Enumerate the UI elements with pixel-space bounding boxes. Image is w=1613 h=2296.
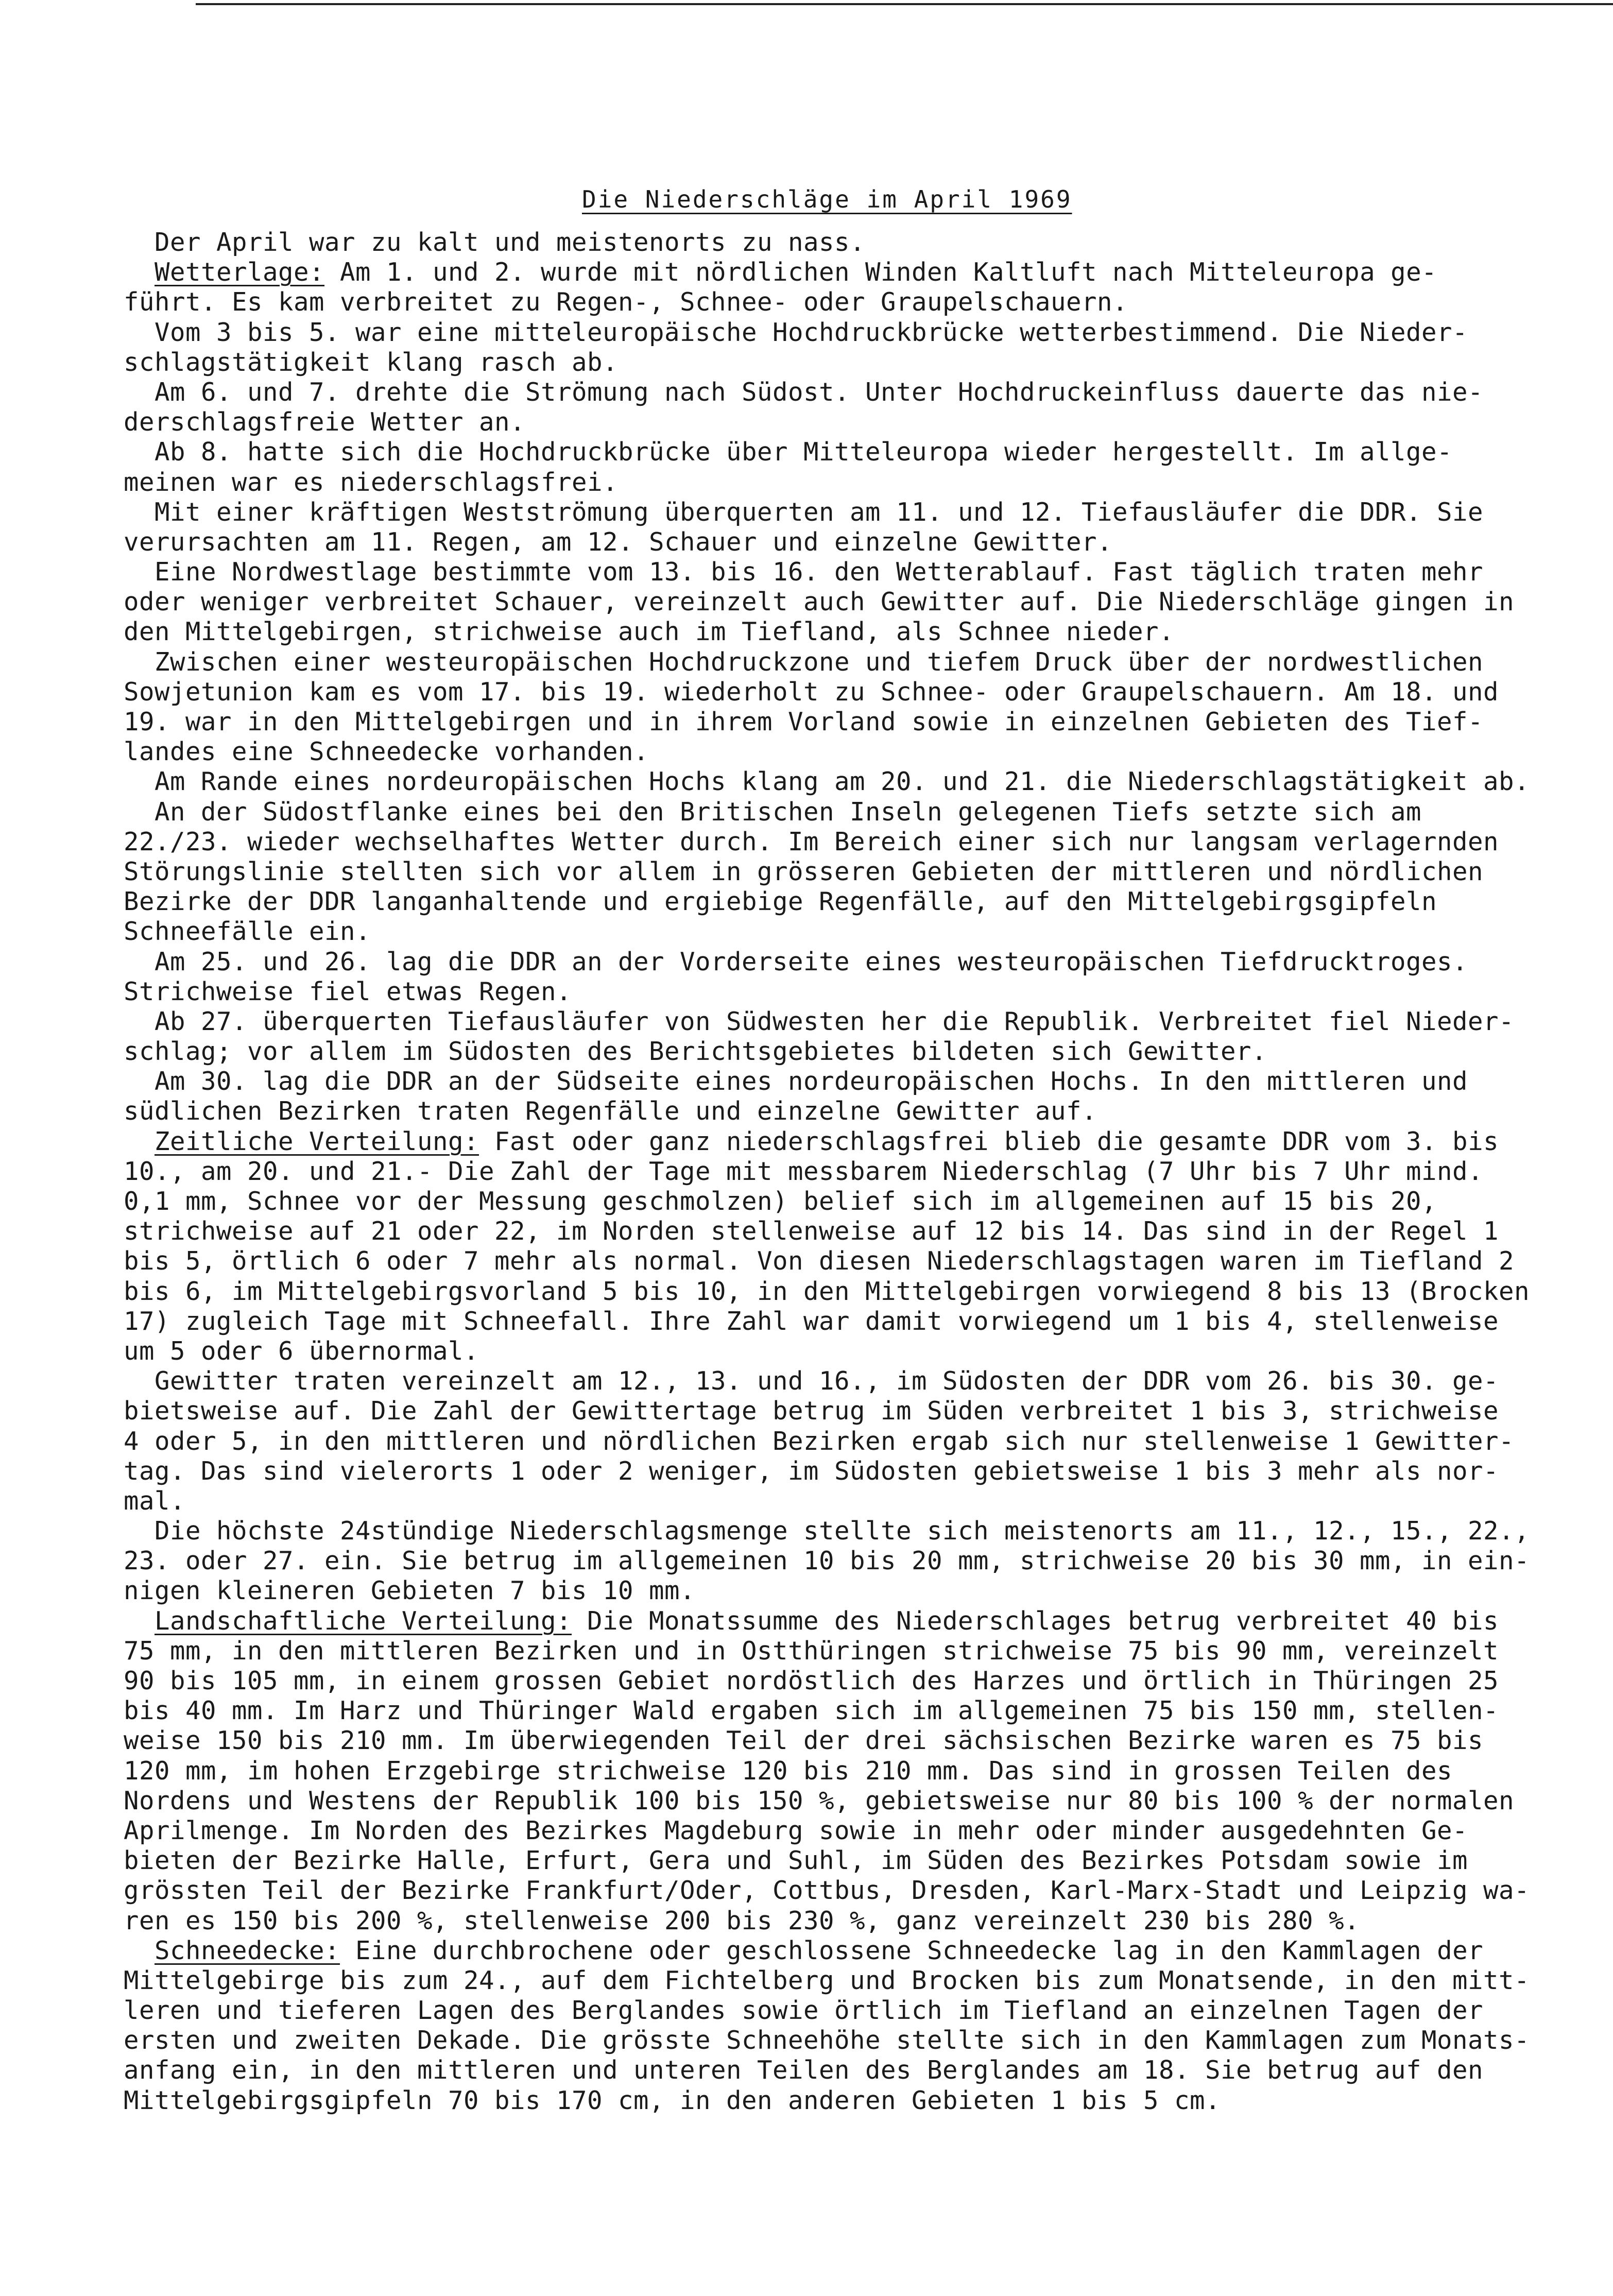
text-line: 10., am 20. und 21.- Die Zahl der Tage mit messbarem Niederschlag (7 Uhr bis 7 Uhr mind. — [124, 1156, 1484, 1186]
text-line: Aprilmenge. Im Norden des Bezirkes Magdeburg sowie in mehr oder minder ausgedehnten Ge- — [124, 1815, 1468, 1845]
text-line: Die höchste 24stündige Niederschlagsmenge stellte sich meistenorts am 11., 12., 15., 22., — [124, 1516, 1530, 1546]
text-line: 0,1 mm, Schnee vor der Messung geschmolzen) belief sich im allgemeinen auf 15 bis 20, — [124, 1187, 1437, 1216]
section-heading: Schneedecke: — [155, 1935, 340, 1965]
text-line: strichweise auf 21 oder 22, im Norden stellenweise auf 12 bis 14. Das sind in der Regel 1 — [124, 1216, 1499, 1246]
text-line: An der Südostflanke eines bei den Britischen Inseln gelegenen Tiefs setzte sich am — [124, 797, 1422, 827]
text-line: nigen kleineren Gebieten 7 bis 10 mm. — [124, 1576, 696, 1606]
text-line: Mit einer kräftigen Westströmung überquerten am 11. und 12. Tiefausläufer die DDR. Sie — [124, 497, 1484, 527]
text-line: oder weniger verbreitet Schauer, vereinzelt auch Gewitter auf. Die Niederschläge gingen in — [124, 587, 1515, 617]
text-line: 120 mm, im hohen Erzgebirge strichweise 120 bis 210 mm. Das sind in grossen Teilen des — [124, 1756, 1453, 1786]
text-line: verursachten am 11. Regen, am 12. Schauer und einzelne Gewitter. — [124, 527, 1113, 557]
text-line: bietsweise auf. Die Zahl der Gewittertage betrug im Süden verbreitet 1 bis 3, strichweise — [124, 1396, 1499, 1426]
text-line: mal. — [124, 1486, 186, 1516]
text-line: Vom 3 bis 5. war eine mitteleuropäische Hochdruckbrücke wetterbestimmend. Die Nieder- — [124, 317, 1468, 347]
text-line: Zwischen einer westeuropäischen Hochdruckzone und tiefem Druck über der nordwestlichen — [124, 647, 1484, 677]
text-line: 90 bis 105 mm, in einem grossen Gebiet nordöstlich des Harzes und örtlich in Thüringen 25 — [124, 1666, 1499, 1695]
line-text: Am 1. und 2. wurde mit nördlichen Winden Kaltluft nach Mitteleuropa ge- — [324, 258, 1437, 287]
text-line: Eine Nordwestlage bestimmte vom 13. bis 16. den Wetterablauf. Fast täglich traten mehr — [124, 557, 1484, 587]
text-line: Ab 8. hatte sich die Hochdruckbrücke über Mitteleuropa wieder hergestellt. Im allge- — [124, 437, 1453, 467]
text-line: um 5 oder 6 übernormal. — [124, 1336, 479, 1366]
text-line: Am 30. lag die DDR an der Südseite eines nordeuropäischen Hochs. In den mittleren und — [124, 1067, 1468, 1096]
text-line: leren und tieferen Lagen des Berglandes sowie örtlich im Tiefland an einzelnen Tagen der — [124, 1996, 1484, 2026]
section-heading: Wetterlage: — [155, 258, 325, 287]
text-line: Am 6. und 7. drehte die Strömung nach Südost. Unter Hochdruckeinfluss dauerte das nie- — [124, 377, 1484, 407]
text-line: grössten Teil der Bezirke Frankfurt/Oder, Cottbus, Dresden, Karl-Marx-Stadt und Leipzig wa- — [124, 1876, 1530, 1906]
text-line: Mittelgebirge bis zum 24., auf dem Fichtelberg und Brocken bis zum Monatsende, in den mitt- — [124, 1965, 1530, 1995]
text-line — [124, 1936, 1581, 1966]
text-line: Nordens und Westens der Republik 100 bis 150 %, gebietsweise nur 80 bis 100 % der normalen — [124, 1786, 1515, 1815]
text-line: schlagstätigkeit klang rasch ab. — [124, 347, 619, 377]
text-line: 22./23. wieder wechselhaftes Wetter durch. Im Bereich einer sich nur langsam verlagernden — [124, 827, 1499, 856]
line-text: Eine durchbrochene oder geschlossene Schneedecke lag in den Kammlagen der — [340, 1935, 1484, 1965]
text-line: 17) zugleich Tage mit Schneefall. Ihre Zahl war damit vorwiegend um 1 bis 4, stellenweise — [124, 1306, 1499, 1336]
text-line: 23. oder 27. ein. Sie betrug im allgemeinen 10 bis 20 mm, strichweise 20 bis 30 mm, in ein- — [124, 1546, 1530, 1576]
text-line: meinen war es niederschlagsfrei. — [124, 467, 619, 497]
line-text: Die Monatssumme des Niederschlages betrug verbreitet 40 bis — [572, 1606, 1499, 1636]
text-line: ersten und zweiten Dekade. Die grösste Schneehöhe stellte sich in den Kammlagen zum Monats- — [124, 2026, 1530, 2055]
text-line — [124, 1606, 1581, 1636]
line-text: Fast oder ganz niederschlagsfrei blieb die gesamte DDR vom 3. bis — [479, 1126, 1499, 1156]
text-line: 75 mm, in den mittleren Bezirken und in Ostthüringen strichweise 75 bis 90 mm, vereinzelt — [124, 1636, 1499, 1666]
section-heading: Zeitliche Verteilung: — [155, 1126, 479, 1156]
text-line: bis 6, im Mittelgebirgsvorland 5 bis 10, in den Mittelgebirgen vorwiegend 8 bis 13 (Brocken — [124, 1276, 1530, 1306]
text-line: Mittelgebirgsgipfeln 70 bis 170 cm, in den anderen Gebieten 1 bis 5 cm. — [124, 2085, 1221, 2115]
text-line: Gewitter traten vereinzelt am 12., 13. und 16., im Südosten der DDR vom 26. bis 30. ge- — [124, 1366, 1499, 1396]
text-line: weise 150 bis 210 mm. Im überwiegenden Teil der drei sächsischen Bezirke waren es 75 bis — [124, 1726, 1484, 1756]
top-rule — [196, 3, 1613, 5]
text-line — [124, 1127, 1581, 1157]
text-line: Sowjetunion kam es vom 17. bis 19. wiederholt zu Schnee- oder Graupelschauern. Am 18. und — [124, 677, 1499, 707]
text-line: den Mittelgebirgen, strichweise auch im Tiefland, als Schnee nieder. — [124, 617, 1175, 647]
text-line: führt. Es kam verbreitet zu Regen-, Schnee- oder Graupelschauern. — [124, 287, 1128, 317]
text-line: Der April war zu kalt und meistenorts zu nass. — [124, 228, 866, 257]
text-line: Schneefälle ein. — [124, 917, 371, 947]
text-line: 4 oder 5, in den mittleren und nördlichen Bezirken ergab sich nur stellenweise 1 Gewitter- — [124, 1426, 1515, 1456]
text-line: ren es 150 bis 200 %, stellenweise 200 bis 230 %, ganz vereinzelt 230 bis 280 %. — [124, 1906, 1360, 1935]
page-body — [124, 228, 1581, 2116]
text-line: Störungslinie stellten sich vor allem in grösseren Gebieten der mittleren und nördlichen — [124, 856, 1484, 886]
text-line: südlichen Bezirken traten Regenfälle und einzelne Gewitter auf. — [124, 1096, 1097, 1126]
text-line: bis 40 mm. Im Harz und Thüringer Wald ergaben sich im allgemeinen 75 bis 150 mm, stellen- — [124, 1696, 1499, 1726]
text-line: Am Rande eines nordeuropäischen Hochs klang am 20. und 21. die Niederschlagstätigkeit ab. — [124, 767, 1530, 797]
text-line: bis 5, örtlich 6 oder 7 mehr als normal. Von diesen Niederschlagstagen waren im Tiefland 2 — [124, 1246, 1515, 1276]
text-line: Am 25. und 26. lag die DDR an der Vorderseite eines westeuropäischen Tiefdrucktroges. — [124, 947, 1468, 976]
text-line: landes eine Schneedecke vorhanden. — [124, 737, 649, 767]
text-line: tag. Das sind vielerorts 1 oder 2 weniger, im Südosten gebietsweise 1 bis 3 mehr als nor- — [124, 1456, 1499, 1486]
text-line: anfang ein, in den mittleren und unteren Teilen des Berglandes am 18. Sie betrug auf den — [124, 2055, 1484, 2085]
text-line: Bezirke der DDR langanhaltende und ergiebige Regenfälle, auf den Mittelgebirgsgipfeln — [124, 887, 1437, 917]
text-line: 19. war in den Mittelgebirgen und in ihrem Vorland sowie in einzelnen Gebieten des Tief- — [124, 707, 1484, 736]
section-heading: Landschaftliche Verteilung: — [155, 1606, 572, 1636]
text-line: bieten der Bezirke Halle, Erfurt, Gera und Suhl, im Süden des Bezirkes Potsdam sowie im — [124, 1846, 1468, 1876]
text-line: Strichweise fiel etwas Regen. — [124, 976, 572, 1006]
text-line: schlag; vor allem im Südosten des Berichtsgebietes bildeten sich Gewitter. — [124, 1037, 1267, 1067]
text-line: Ab 27. überquerten Tiefausläufer von Südwesten her die Republik. Verbreitet fiel Nieder- — [124, 1006, 1515, 1036]
text-line — [124, 258, 1581, 287]
text-line: derschlagsfreie Wetter an. — [124, 407, 526, 437]
page-title: Die Niederschläge im April 1969 — [582, 185, 1072, 213]
